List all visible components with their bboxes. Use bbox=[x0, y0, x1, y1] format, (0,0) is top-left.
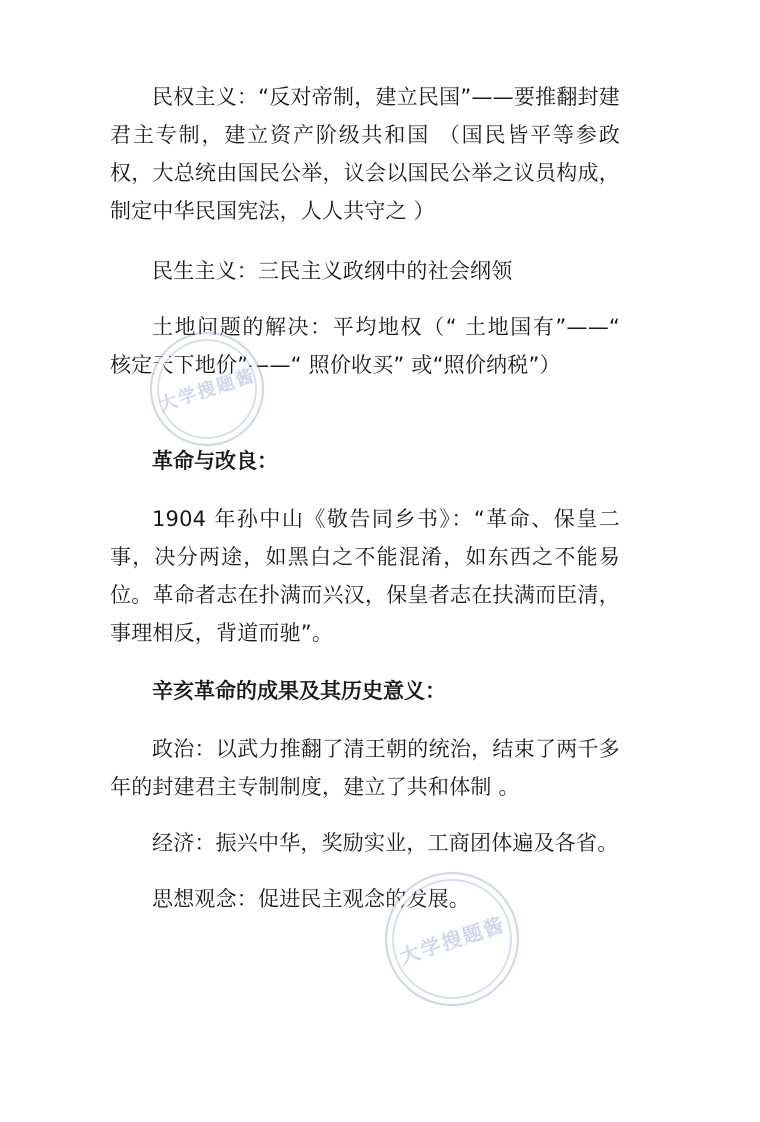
paragraph-land-issue: 土地问题的解决：平均地权（“ 土地国有”——“ 核定天下地价”——“ 照价收买” 或“照价纳税”） bbox=[110, 315, 620, 377]
heading-xinhai-results: 辛亥革命的成果及其历史意义： bbox=[152, 679, 446, 703]
paragraph-minquan: 民权主义：“反对帝制，建立民国”——要推翻封建君主专制，建立资产阶级共和国 （国民皆平等参政权，大总统由国民公举，议会以国民公举之议员构成，制定中华民国宪法，人人共守之 ） bbox=[110, 85, 620, 223]
watermark-text: 大学搜题酱 bbox=[396, 912, 509, 969]
paragraph-economy: 经济：振兴中华，奖励实业，工商团体遍及各省。 bbox=[152, 831, 619, 855]
paragraph-politics: 政治：以武力推翻了清王朝的统治，结束了两千多年的封建君主专制制度，建立了共和体制 。 bbox=[110, 737, 620, 799]
heading-revolution-reform: 革命与改良： bbox=[152, 449, 278, 473]
paragraph-ideology: 思想观念：促进民主观念的发展。 bbox=[152, 887, 470, 911]
watermark-text: 大学搜题酱 bbox=[156, 364, 259, 416]
paragraph-minsheng: 民生主义：三民主义政纲中的社会纲领 bbox=[152, 259, 513, 283]
paragraph-sun-quote: 1904 年孙中山《敬告同乡书》：“革命、保皇二事，决分两途，如黑白之不能混淆，如东西之不能易位。革命者志在扑满而兴汉，保皇者志在扶满而臣清，事理相反，背道而驰”。 bbox=[110, 507, 620, 645]
